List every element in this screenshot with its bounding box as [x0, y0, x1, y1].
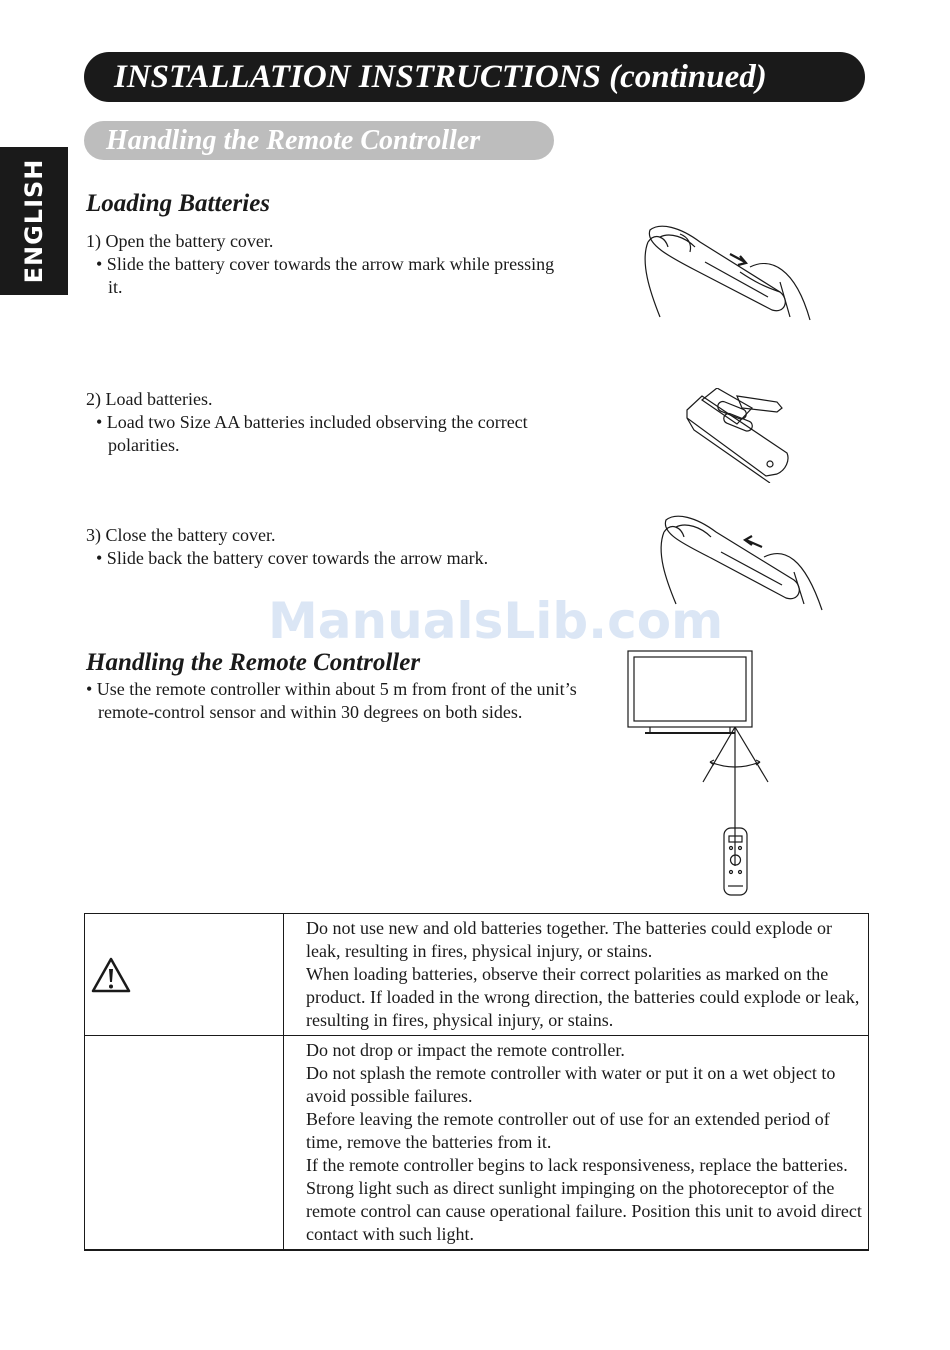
caution-line: Strong light such as direct sunlight impinging on the photoreceptor of the remote control can cause operational failure. Position this unit to avoid direct contact with such light.: [306, 1178, 862, 1244]
caution-text-2: [284, 1036, 869, 1251]
language-tab-label: ENGLISH: [20, 158, 48, 284]
open-cover-illustration: [640, 222, 820, 327]
warning-triangle-icon: [91, 957, 131, 993]
step-3: [86, 524, 566, 570]
handling-heading: Handling the Remote Controller: [86, 649, 421, 676]
display-illustration: [628, 651, 752, 727]
caution-line: If the remote controller begins to lack responsiveness, replace the batteries.: [306, 1155, 848, 1175]
page-title: INSTALLATION INSTRUCTIONS (continued): [84, 52, 865, 102]
step-1-title: 1) Open the battery cover.: [86, 231, 274, 251]
caution-text-1: [284, 914, 869, 1036]
step-1-detail: • Slide the battery cover towards the arrow mark while pressing it.: [96, 254, 555, 297]
step-2-detail: • Load two Size AA batteries included observing the correct polarities.: [96, 412, 528, 455]
remote-range-diagram: [625, 648, 775, 898]
caution-icon-cell: [85, 914, 284, 1036]
watermark: ManualsLib.com: [268, 592, 724, 650]
step-3-detail: • Slide back the battery cover towards the arrow mark.: [96, 548, 489, 568]
caution-row-2: [85, 1036, 869, 1251]
step-2: [86, 388, 566, 457]
caution-line: Do not splash the remote controller with water or put it on a wet object to avoid possible failures.: [306, 1063, 836, 1106]
language-tab: [0, 147, 68, 295]
handling-text-line: • Use the remote controller within about 5 m from front of the unit’s remote-control sensor and within 30 degrees on both sides.: [86, 679, 577, 722]
loading-batteries-heading: Loading Batteries: [86, 190, 271, 217]
step-2-title: 2) Load batteries.: [86, 389, 213, 409]
caution-line: When loading batteries, observe their correct polarities as marked on the product. If loaded in the wrong direction, the batteries could explode or leak, resulting in fires, physical injury, or stains.: [306, 964, 860, 1030]
caution-line: Do not drop or impact the remote controller.: [306, 1040, 625, 1060]
caution-empty-cell: [85, 1036, 284, 1251]
step-3-title: 3) Close the battery cover.: [86, 525, 276, 545]
caution-row-1: [85, 914, 869, 1036]
handling-text: [86, 678, 598, 724]
caution-line: Do not use new and old batteries together. The batteries could explode or leak, resulting in fires, physical injury, or stains.: [306, 918, 833, 961]
caution-line: Before leaving the remote controller out of use for an extended period of time, remove the batteries from it.: [306, 1109, 830, 1152]
caution-table: [84, 913, 869, 1251]
load-batteries-illustration: [682, 388, 792, 483]
section-title: Handling the Remote Controller: [84, 121, 554, 160]
step-1: [86, 230, 566, 299]
